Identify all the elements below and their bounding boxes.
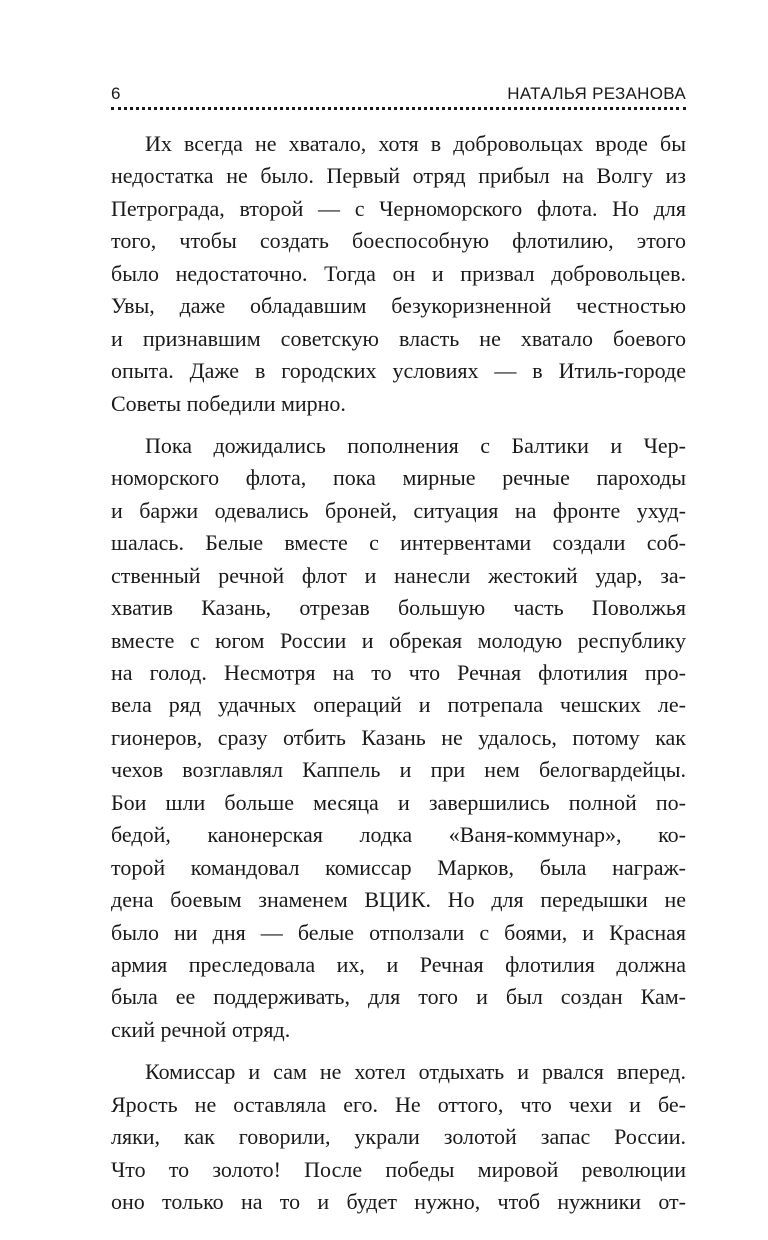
text-line: Советы победили мирно.: [111, 390, 346, 416]
text-line: вместе с югом России и обрекая молодую республику: [111, 627, 686, 653]
text-line: номорского флота, пока мирные речные пароходы: [111, 465, 686, 491]
text-line: ственный речной флот и нанесли жестокий удар, за-: [111, 562, 686, 588]
text-line: Пока дожидались пополнения с Балтики и Чер-: [145, 432, 686, 458]
text-line: чехов возглавлял Каппель и при нем белогвардейцы.: [111, 757, 686, 783]
text-line: Увы, даже обладавшим безукоризненной честностью: [111, 293, 686, 319]
text-line: и баржи одевались броней, ситуация на фронте ухуд-: [111, 497, 686, 523]
text-line: шалась. Белые вместе с интервентами создали соб-: [111, 530, 686, 556]
header-dotted-rule: [111, 107, 686, 110]
text-line: Ярость не оставляла его. Не оттого, что чехи и бе-: [111, 1091, 686, 1117]
text-line: гионеров, сразу отбить Казань не удалось, потому как: [111, 724, 686, 750]
paragraph: [111, 1056, 686, 1218]
paragraph: [111, 128, 686, 420]
running-title-author: НАТАЛЬЯ РЕЗАНОВА: [507, 84, 686, 103]
page-header: [111, 84, 686, 106]
text-line: бедой, канонерская лодка «Ваня-коммунар», ко-: [111, 822, 686, 848]
text-line: хватив Казань, отрезав большую часть Поволжья: [111, 595, 686, 621]
text-line: вела ряд удачных операций и потрепала чешских ле-: [111, 692, 686, 718]
text-line: на голод. Несмотря на то что Речная флотилия про-: [111, 660, 686, 685]
text-line: и признавшим советскую власть не хватало боевого: [111, 325, 686, 351]
text-line: ский речной отряд.: [111, 1016, 291, 1042]
page-number: 6: [111, 84, 121, 103]
text-line: было ни дня — белые отползали с боями, и Красная: [111, 919, 686, 945]
text-line: было недостаточно. Тогда он и призвал добровольцев.: [111, 260, 686, 286]
paragraph: [111, 430, 686, 1046]
body-text: [111, 128, 686, 1228]
text-line: недостатка не было. Первый отряд прибыл на Волгу из: [111, 163, 686, 189]
text-line: Что то золото! После победы мировой революции: [111, 1156, 686, 1182]
text-line: торой командовал комиссар Марков, была награж-: [111, 854, 686, 880]
text-line: оно только на то и будет нужно, чтоб нужники от-: [111, 1189, 686, 1214]
text-line: была ее поддерживать, для того и был создан Кам-: [111, 984, 686, 1010]
text-line: армия преследовала их, и Речная флотилия должна: [111, 951, 686, 977]
text-line: Комиссар и сам не хотел отдыхать и рвался вперед.: [145, 1059, 686, 1085]
text-line: того, чтобы создать боеспособную флотилию, этого: [111, 228, 686, 254]
text-line: Петрограда, второй — с Черноморского флота. Но для: [111, 195, 686, 221]
text-line: опыта. Даже в городских условиях — в Итиль-городе: [111, 358, 686, 384]
text-line: Бои шли больше месяца и завершились полной по-: [111, 789, 686, 815]
text-line: ляки, как говорили, украли золотой запас России.: [111, 1124, 686, 1150]
text-line: Их всегда не хватало, хотя в добровольцах вроде бы: [145, 131, 686, 156]
text-line: дена боевым знаменем ВЦИК. Но для передышки не: [111, 887, 686, 913]
